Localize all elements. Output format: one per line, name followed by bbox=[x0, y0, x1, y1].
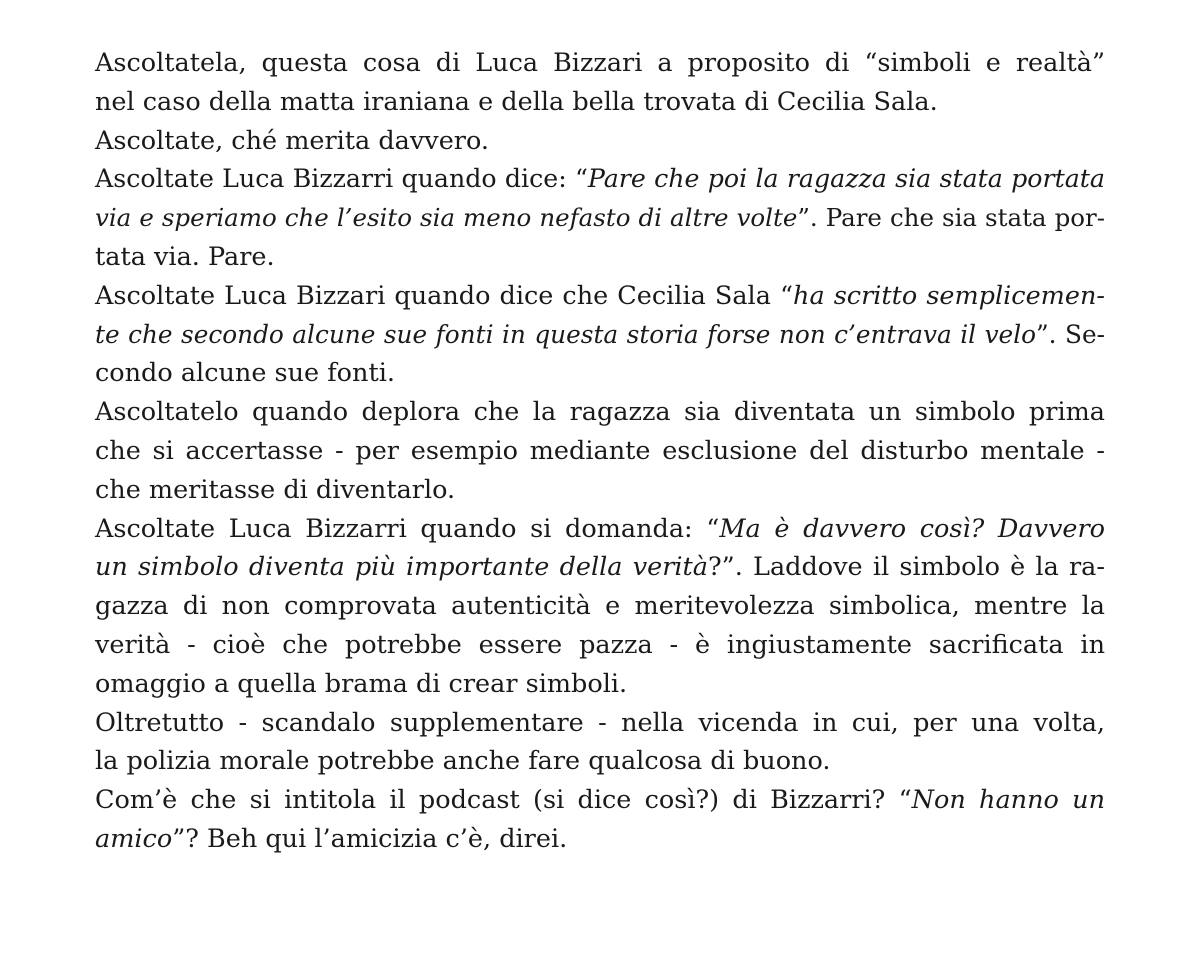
text-span: verità - cioè che potrebbe essere pazza - è ingiustamente sacrificata in bbox=[95, 629, 1105, 660]
text-span: ”. Pare che sia stata por- bbox=[797, 203, 1105, 233]
text-line bbox=[95, 665, 1105, 704]
text-line bbox=[95, 277, 1105, 316]
quote-italic: un simbolo diventa più importante della verità bbox=[95, 552, 708, 583]
text-span: nel caso della matta iraniana e della bella trovata di Cecilia Sala. bbox=[95, 86, 938, 117]
text-span: omaggio a quella brama di crear simboli. bbox=[95, 668, 628, 699]
text-span: tata via. Pare. bbox=[95, 241, 275, 272]
text-span: gazza di non comprovata autenticità e meritevolezza simbolica, mentre la bbox=[95, 591, 1105, 622]
text-line bbox=[95, 510, 1105, 549]
text-span: ”? Beh qui l’amicizia c’è, direi. bbox=[172, 823, 568, 854]
quote-italic: Ma è davvero così? Davvero bbox=[719, 513, 1106, 544]
text-line bbox=[95, 587, 1105, 626]
text-line bbox=[95, 432, 1105, 471]
text-span: Ascoltatela, questa cosa di Luca Bizzari a proposito di “simboli e realtà” bbox=[95, 48, 1105, 78]
text-span: Ascoltate, ché merita davvero. bbox=[95, 125, 489, 156]
text-span: ”. Se- bbox=[1036, 319, 1105, 349]
text-line bbox=[95, 471, 1105, 510]
text-line bbox=[95, 742, 1105, 781]
text-span: Ascoltate Luca Bizzari quando dice che Cecilia Sala “ bbox=[95, 280, 794, 311]
text-span: Oltretutto - scandalo supplementare - nella vicenda in cui, per una volta, bbox=[95, 707, 1105, 738]
text-line bbox=[95, 354, 1105, 393]
text-span: Ascoltate Luca Bizzarri quando dice: “ bbox=[95, 164, 588, 194]
text-line bbox=[95, 122, 1105, 161]
quote-italic: te che secondo alcune sue fonti in questa storia forse non c’entrava il velo bbox=[95, 319, 1037, 349]
text-span: Ascoltatelo quando deplora che la ragazza sia diventata un simbolo prima bbox=[95, 397, 1105, 428]
quote-italic: amico bbox=[95, 823, 173, 854]
article-text bbox=[95, 44, 1105, 859]
text-line bbox=[95, 626, 1105, 665]
text-line bbox=[95, 316, 1105, 355]
quote-italic: via e speriamo che l’esito sia meno nefasto di altre volte bbox=[95, 203, 798, 233]
text-span: Com’è che si intitola il podcast (si dice così?) di Bizzarri? “ bbox=[95, 785, 912, 816]
text-line bbox=[95, 781, 1105, 820]
text-line bbox=[95, 820, 1105, 859]
text-span: la polizia morale potrebbe anche fare qualcosa di buono. bbox=[95, 746, 831, 777]
text-line bbox=[95, 199, 1105, 238]
text-span: condo alcune sue fonti. bbox=[95, 358, 395, 389]
text-line bbox=[95, 83, 1105, 122]
text-span: che meritasse di diventarlo. bbox=[95, 474, 456, 505]
text-span: ?”. Laddove il simbolo è la ra- bbox=[708, 552, 1105, 583]
quote-italic: Pare che poi la ragazza sia stata portata bbox=[587, 164, 1105, 194]
text-line bbox=[95, 704, 1105, 743]
quote-italic: Non hanno un bbox=[911, 785, 1105, 816]
text-span: che si accertasse - per esempio mediante esclusione del disturbo mentale - bbox=[95, 435, 1105, 466]
text-line bbox=[95, 238, 1105, 277]
quote-italic: ha scritto semplicemen- bbox=[793, 280, 1105, 311]
text-span: Ascoltate Luca Bizzarri quando si domanda: “ bbox=[95, 513, 720, 544]
text-line bbox=[95, 548, 1105, 587]
text-line bbox=[95, 160, 1105, 199]
text-line bbox=[95, 44, 1105, 83]
text-line bbox=[95, 393, 1105, 432]
